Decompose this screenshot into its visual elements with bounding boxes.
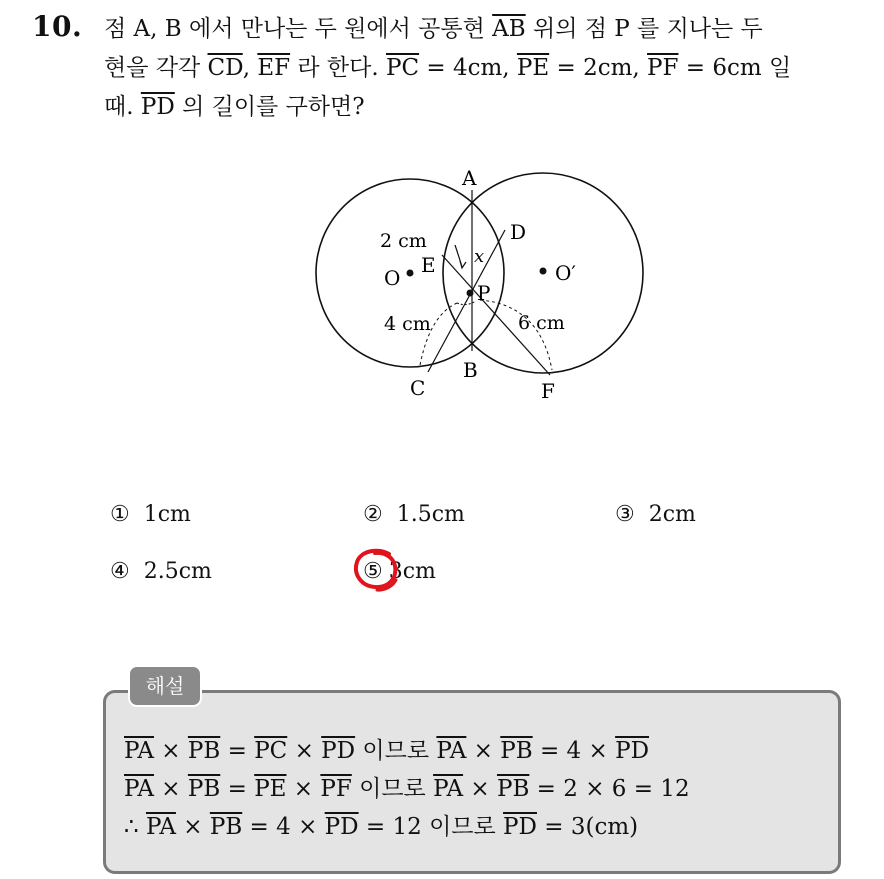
option-1[interactable] <box>110 502 191 527</box>
geometry-diagram <box>300 155 660 415</box>
op-times: × <box>470 776 490 802</box>
seg: $\overline{PB}$ <box>500 738 533 764</box>
label-p: P <box>477 281 491 305</box>
option-mark: ③ <box>615 502 635 527</box>
chord-cd <box>428 230 505 372</box>
segment-ef: $\overline{EF}$ <box>257 55 291 81</box>
question-text: 현을 각각 <box>104 55 201 81</box>
op-eq: = <box>227 738 247 764</box>
option-mark: ① <box>110 502 130 527</box>
rhs: = 3(cm) <box>544 814 639 840</box>
op-times: × <box>183 814 203 840</box>
seg: $\overline{PC}$ <box>254 738 288 764</box>
op-eq: = <box>227 776 247 802</box>
therefore: ∴ <box>124 814 139 840</box>
op-times: × <box>293 776 314 802</box>
rhs: = 2 × 6 = 12 <box>536 776 690 802</box>
segment-cd: $\overline{CD}$ <box>207 55 243 81</box>
label-c: C <box>410 376 426 400</box>
seg: $\overline{PA}$ <box>124 738 154 764</box>
seg: $\overline{PB}$ <box>496 776 530 802</box>
pf-value: = 6cm 일 <box>685 55 792 81</box>
solution-line-1 <box>124 732 649 765</box>
seg: $\overline{PB}$ <box>187 776 221 802</box>
connector: 이므로 <box>359 776 426 802</box>
question-text: 의 길이를 구하면? <box>182 94 365 120</box>
label-d: D <box>510 220 527 244</box>
label-o-prime: O′ <box>555 261 576 285</box>
option-mark: ② <box>363 502 383 527</box>
question-text: 때. <box>104 94 134 120</box>
selected-answer-circle-icon <box>349 546 403 594</box>
dim-arc-pf <box>480 300 552 370</box>
label-length-pe: 2 cm <box>380 230 427 252</box>
label-length-pf: 6 cm <box>518 312 565 334</box>
seg: $\overline{PA}$ <box>124 776 154 802</box>
label-o: O <box>384 266 401 290</box>
arrow-head-icon <box>460 261 466 268</box>
option-value: 2.5cm <box>143 559 212 584</box>
seg: $\overline{PB}$ <box>209 814 243 840</box>
option-3[interactable] <box>615 502 696 527</box>
seg: $\overline{PA}$ <box>436 738 467 764</box>
seg: $\overline{PD}$ <box>503 814 537 840</box>
label-b: B <box>463 358 478 382</box>
rhs: = 4 × <box>539 738 608 764</box>
option-value: 3cm <box>388 559 436 584</box>
question-text-line-3 <box>104 92 365 122</box>
option-2[interactable] <box>363 502 465 527</box>
solution-line-2 <box>124 770 690 803</box>
label-x: x <box>474 246 485 267</box>
center-o <box>407 270 414 277</box>
seg: $\overline{PA}$ <box>433 776 464 802</box>
seg: $\overline{PD}$ <box>615 738 650 764</box>
option-4[interactable] <box>110 559 212 584</box>
connector: 이므로 <box>362 738 430 764</box>
op-times: × <box>161 738 181 764</box>
solution-line-3 <box>124 808 638 841</box>
question-number: 10. <box>32 10 83 43</box>
option-value: 1.5cm <box>396 502 465 527</box>
seg: $\overline{PE}$ <box>254 776 287 802</box>
label-a: A <box>462 166 477 190</box>
segment-pc: $\overline{PC}$ <box>386 55 420 81</box>
segment-pe: $\overline{PE}$ <box>516 55 550 81</box>
seg: $\overline{PF}$ <box>320 776 352 802</box>
option-value: 2cm <box>648 502 696 527</box>
seg: $\overline{PA}$ <box>145 814 176 840</box>
seg: $\overline{PB}$ <box>187 738 221 764</box>
mid2: = 12 이므로 <box>365 814 496 840</box>
option-value: 1cm <box>143 502 191 527</box>
question-text-line-1 <box>104 14 763 44</box>
option-mark: ⑤ <box>363 559 383 584</box>
op-times: × <box>294 738 314 764</box>
pe-value: = 2cm, <box>556 55 640 81</box>
segment-pd: $\overline{PD}$ <box>140 94 175 120</box>
point-p <box>467 290 474 297</box>
seg: $\overline{PD}$ <box>324 814 359 840</box>
pc-value: = 4cm, <box>426 55 510 81</box>
label-length-pc: 4 cm <box>384 313 431 335</box>
solution-tag: 해설 <box>128 665 202 707</box>
op-times: × <box>161 776 181 802</box>
question-text: 점 A, B 에서 만나는 두 원에서 공통현 <box>104 16 485 42</box>
question-text: 위의 점 P 를 지나는 두 <box>532 16 763 42</box>
label-e: E <box>421 253 436 277</box>
question-text: 라 한다. <box>297 55 379 81</box>
option-mark: ④ <box>110 559 130 584</box>
comma: , <box>242 55 251 81</box>
segment-ab: $\overline{AB}$ <box>492 16 526 42</box>
segment-pf: $\overline{PF}$ <box>647 55 679 81</box>
center-o-prime <box>540 268 547 275</box>
mid: = 4 × <box>249 814 318 840</box>
question-text-line-2 <box>104 53 791 83</box>
op-times: × <box>473 738 493 764</box>
seg: $\overline{PD}$ <box>321 738 356 764</box>
label-f: F <box>541 379 555 403</box>
